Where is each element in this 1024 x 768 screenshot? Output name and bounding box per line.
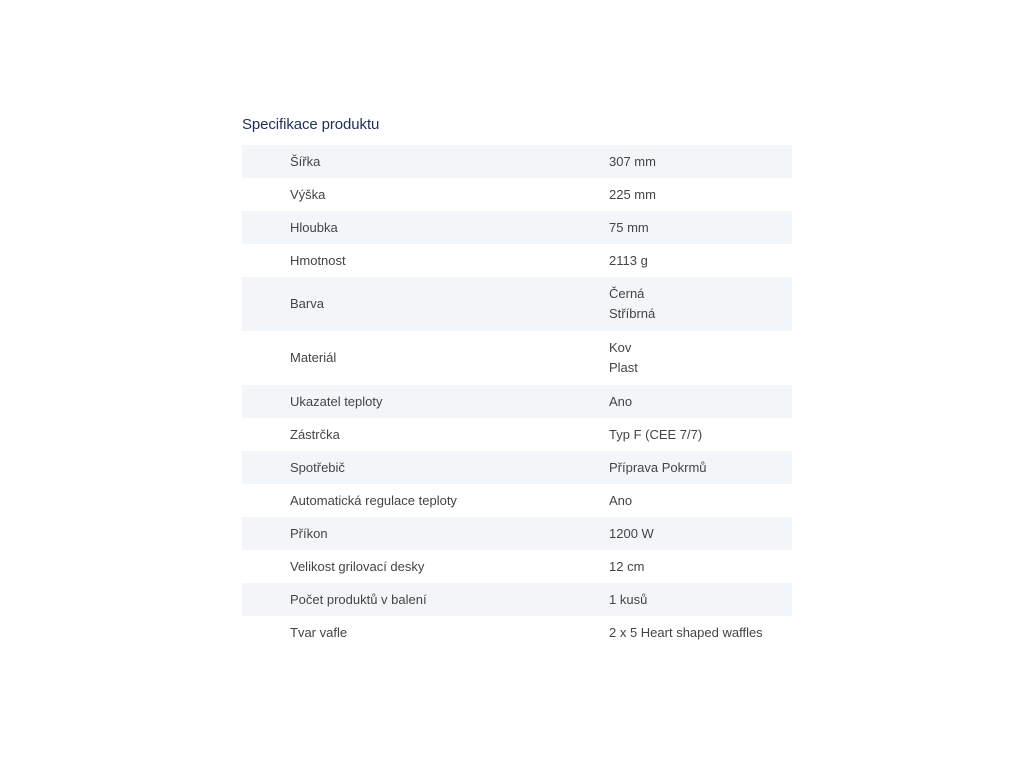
spec-value-line: 2113 g <box>609 252 648 268</box>
spec-value-line: 307 mm <box>609 153 656 169</box>
spec-value <box>562 145 792 178</box>
spec-label: Hmotnost <box>290 252 346 268</box>
table-row <box>242 484 792 517</box>
spec-value-line: Černá <box>609 286 645 301</box>
table-row <box>242 451 792 484</box>
specification-table-body <box>242 145 792 649</box>
spec-value-line: 75 mm <box>609 219 649 235</box>
spec-label: Výška <box>290 186 326 202</box>
table-row <box>242 211 792 244</box>
spec-label: Šířka <box>290 153 321 169</box>
spec-value-line: Plast <box>609 360 638 375</box>
spec-value-line: Ano <box>609 492 633 508</box>
spec-value <box>562 244 792 277</box>
spec-label: Materiál <box>290 350 337 365</box>
table-row <box>242 331 792 385</box>
spec-value <box>562 451 792 484</box>
spec-label: Zástrčka <box>290 426 340 442</box>
section-title: Specifikace produktu <box>242 116 380 133</box>
spec-value <box>562 385 792 418</box>
table-row <box>242 550 792 583</box>
spec-value-line: Příprava Pokrmů <box>609 459 707 475</box>
table-row <box>242 616 792 649</box>
table-row <box>242 583 792 616</box>
spec-value <box>562 211 792 244</box>
spec-label: Automatická regulace teploty <box>290 492 457 508</box>
spec-value-line: 2 x 5 Heart shaped waffles <box>609 624 763 640</box>
table-row <box>242 145 792 178</box>
specification-table <box>242 145 792 649</box>
spec-value <box>562 418 792 451</box>
spec-label: Tvar vafle <box>290 624 348 640</box>
spec-value-line: 1 kusů <box>609 591 648 607</box>
spec-value <box>562 331 792 385</box>
spec-value <box>562 277 792 331</box>
spec-value <box>562 583 792 616</box>
spec-value-line: Kov <box>609 340 632 355</box>
table-row <box>242 178 792 211</box>
table-row <box>242 244 792 277</box>
spec-value <box>562 550 792 583</box>
table-row <box>242 517 792 550</box>
spec-value-line: 225 mm <box>609 186 656 202</box>
spec-value <box>562 484 792 517</box>
spec-value <box>562 517 792 550</box>
table-row <box>242 385 792 418</box>
spec-label: Barva <box>290 296 324 311</box>
spec-value-line: Typ F (CEE 7/7) <box>609 426 703 442</box>
spec-label: Spotřebič <box>290 459 345 475</box>
spec-value <box>562 178 792 211</box>
spec-value-line: 1200 W <box>609 525 654 541</box>
spec-label: Hloubka <box>290 219 338 235</box>
spec-label: Počet produktů v balení <box>290 591 427 607</box>
spec-value-line: 12 cm <box>609 558 645 574</box>
spec-value-line: Ano <box>609 393 633 409</box>
spec-value-line: Stříbrná <box>609 306 656 321</box>
spec-label: Velikost grilovací desky <box>290 558 425 574</box>
product-specification-section <box>242 114 792 649</box>
table-row <box>242 277 792 331</box>
spec-label: Příkon <box>290 525 328 541</box>
spec-label: Ukazatel teploty <box>290 393 383 409</box>
spec-value <box>562 616 792 649</box>
table-row <box>242 418 792 451</box>
